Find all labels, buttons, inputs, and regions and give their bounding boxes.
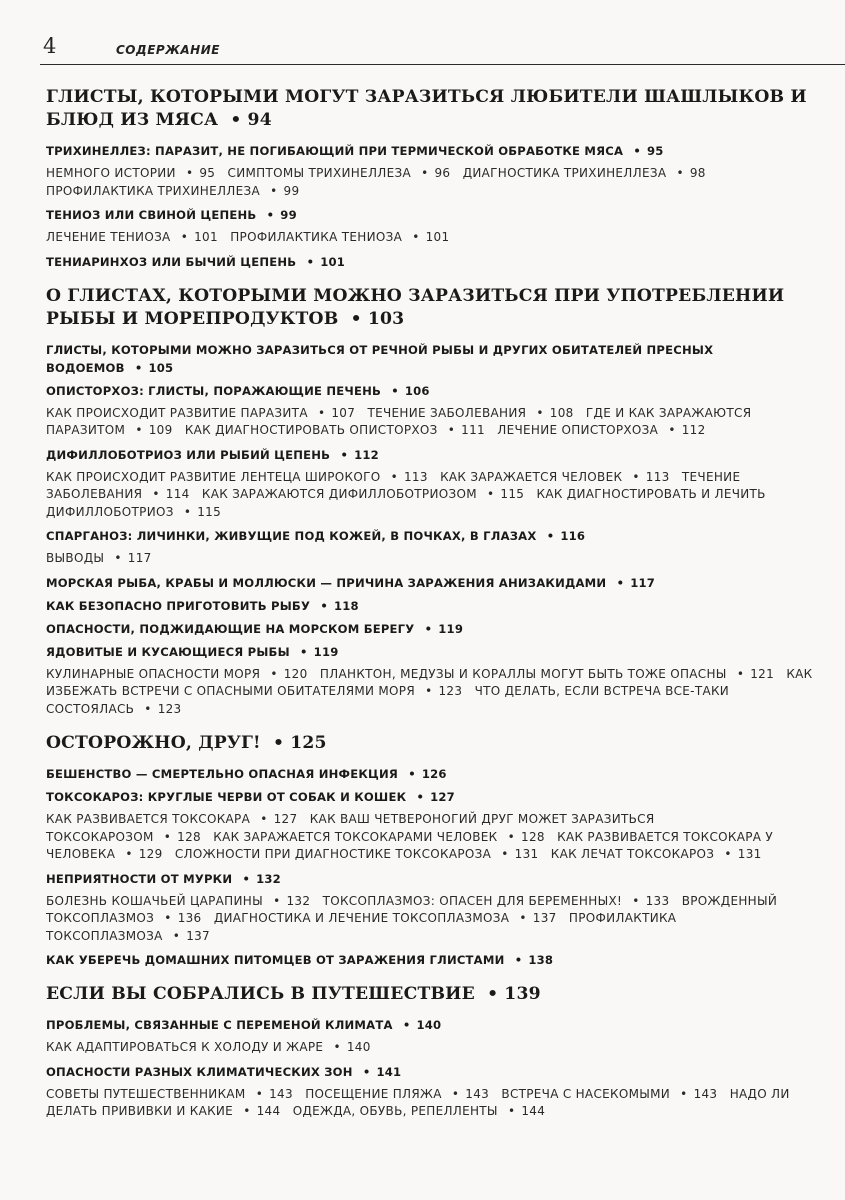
- subsection-item: [305, 1087, 489, 1101]
- subsection-page: 123: [157, 701, 182, 716]
- chapter-block: [46, 86, 816, 271]
- subsection-list: [46, 893, 816, 946]
- subsection-page: 137: [186, 928, 210, 943]
- subsection-title: КАК ВАШ ЧЕТВЕРОНОГИЙ ДРУГ МОЖЕТ ЗАРАЗИТЬСЯ ТОКСОКАРОЗОМ: [46, 812, 655, 844]
- subsection-title: КАК ЛЕЧАТ ТОКСОКАРОЗ: [550, 847, 715, 861]
- subsection-item: [46, 184, 299, 198]
- subsection-title: КАК ДИАГНОСТИРОВАТЬ ОПИСТОРХОЗ: [184, 423, 438, 437]
- page-number: 4: [43, 34, 57, 58]
- bullet-icon: •: [317, 405, 326, 420]
- bullet-icon: •: [632, 469, 640, 484]
- section-heading: [46, 1063, 816, 1081]
- section-title: ОПАСНОСТИ РАЗНЫХ КЛИМАТИЧЕСКИХ ЗОН: [46, 1064, 353, 1079]
- bullet-icon: •: [421, 166, 429, 180]
- chapter-page: 103: [367, 308, 405, 329]
- bullet-icon: •: [183, 504, 192, 519]
- subsection-title: ВЫВОДЫ: [46, 551, 105, 565]
- bullet-icon: •: [306, 254, 315, 269]
- subsection-title: КАК ДИАГНОСТИРОВАТЬ И ЛЕЧИТЬ ДИФИЛЛОБОТРИОЗ: [46, 487, 766, 519]
- section-title: ТРИХИНЕЛЛЕЗ: ПАРАЗИТ, НЕ ПОГИБАЮЩИЙ ПРИ ТЕРМИЧЕСКОЙ ОБРАБОТКЕ МЯСА: [46, 144, 624, 158]
- bullet-icon: •: [680, 1086, 688, 1101]
- subsection-page: 129: [138, 847, 163, 861]
- bullet-icon: •: [255, 1086, 264, 1101]
- subsection-title: КАК ИЗБЕЖАТЬ ВСТРЕЧИ С ОПАСНЫМИ ОБИТАТЕЛЯМИ МОРЯ: [46, 666, 813, 698]
- bullet-icon: •: [487, 984, 499, 1004]
- subsection-title: КАК РАЗВИВАЕТСЯ ТОКСОКАРА У ЧЕЛОВЕКА: [46, 829, 773, 861]
- subsection-title: ГДЕ И КАК ЗАРАЖАЮТСЯ ПАРАЗИТОМ: [46, 405, 752, 437]
- section-heading: [46, 574, 816, 592]
- bullet-icon: •: [114, 551, 122, 565]
- subsection-item: [46, 551, 152, 565]
- section-heading: [46, 643, 816, 661]
- bullet-icon: •: [546, 529, 555, 543]
- bullet-icon: •: [536, 405, 544, 420]
- subsection-page: 131: [514, 847, 539, 861]
- subsection-page: 123: [438, 684, 463, 698]
- bullet-icon: •: [273, 893, 281, 908]
- bullet-icon: •: [416, 790, 425, 804]
- bullet-icon: •: [507, 1104, 516, 1118]
- subsection-title: КАК ПРОИСХОДИТ РАЗВИТИЕ ПАРАЗИТА: [46, 405, 308, 420]
- bullet-icon: •: [632, 893, 640, 908]
- subsection-title: СИМПТОМЫ ТРИХИНЕЛЛЕЗА: [227, 166, 411, 180]
- subsection-page: 143: [693, 1086, 718, 1101]
- bullet-icon: •: [514, 953, 523, 967]
- subsection-page: 115: [197, 504, 222, 519]
- subsection-page: 115: [500, 487, 525, 501]
- bullet-icon: •: [300, 644, 308, 659]
- subsection-page: 114: [165, 487, 190, 501]
- subsection-item: [293, 1104, 545, 1118]
- chapter-page: 125: [290, 733, 327, 753]
- subsection-page: 144: [256, 1104, 281, 1118]
- section-title: КАК УБЕРЕЧЬ ДОМАШНИХ ПИТОМЦЕВ ОТ ЗАРАЖЕНИЯ ГЛИСТАМИ: [46, 953, 505, 967]
- bullet-icon: •: [185, 166, 194, 180]
- chapter-heading: [46, 86, 816, 132]
- subsection-page: 133: [645, 893, 670, 908]
- bullet-icon: •: [408, 767, 416, 781]
- bullet-icon: •: [243, 1104, 251, 1118]
- chapter-block: [46, 285, 816, 719]
- bullet-icon: •: [736, 666, 745, 681]
- bullet-icon: •: [340, 447, 349, 462]
- page-header: [40, 34, 845, 65]
- subsection-item: [46, 470, 428, 484]
- section-heading: [46, 870, 816, 888]
- subsection-page: 143: [465, 1086, 490, 1101]
- section-page: 119: [438, 621, 464, 636]
- section-page: 119: [313, 644, 339, 659]
- section-title: ТОКСОКАРОЗ: КРУГЛЫЕ ЧЕРВИ ОТ СОБАК И КОШЕК: [46, 790, 407, 804]
- subsection-item: [46, 230, 218, 244]
- subsection-item: [202, 487, 524, 501]
- section-heading: [46, 142, 816, 160]
- bullet-icon: •: [447, 423, 456, 437]
- subsection-title: ЛЕЧЕНИЕ ТЕНИОЗА: [46, 230, 171, 244]
- bullet-icon: •: [633, 144, 642, 158]
- subsection-item: [497, 423, 705, 437]
- bullet-icon: •: [164, 911, 172, 925]
- bullet-icon: •: [507, 829, 516, 844]
- section-title: ОПАСНОСТИ, ПОДЖИДАЮЩИЕ НА МОРСКОМ БЕРЕГУ: [46, 621, 415, 636]
- subsection-item: [46, 406, 355, 420]
- subsection-page: 120: [283, 666, 308, 681]
- section-heading: [46, 765, 816, 783]
- section-title: ТЕНИОЗ ИЛИ СВИНОЙ ЦЕПЕНЬ: [46, 208, 257, 222]
- section-page: 126: [421, 767, 447, 781]
- subsection-title: ТОКСОПЛАЗМОЗ: ОПАСЕН ДЛЯ БЕРЕМЕННЫХ!: [322, 893, 623, 908]
- subsection-list: [46, 811, 816, 864]
- subsection-title: НЕМНОГО ИСТОРИИ: [46, 166, 176, 180]
- bullet-icon: •: [260, 812, 268, 826]
- subsection-page: 128: [177, 829, 201, 844]
- subsection-item: [501, 1087, 717, 1101]
- subsection-item: [46, 894, 310, 908]
- subsection-list: [46, 229, 816, 247]
- chapter-block: [46, 732, 816, 969]
- chapter-title: ЕСЛИ ВЫ СОБРАЛИСЬ В ПУТЕШЕСТВИЕ: [46, 984, 475, 1004]
- subsection-page: 136: [177, 911, 202, 925]
- bullet-icon: •: [163, 829, 172, 844]
- subsection-list: [46, 165, 816, 200]
- section-heading: [46, 597, 816, 615]
- section-title: ТЕНИАРИНХОЗ ИЛИ БЫЧИЙ ЦЕПЕНЬ: [46, 254, 297, 269]
- chapter-title: ОСТОРОЖНО, ДРУГ!: [46, 733, 261, 753]
- subsection-title: ПРОФИЛАКТИКА ТРИХИНЕЛЛЕЗА: [46, 183, 260, 198]
- bullet-icon: •: [180, 230, 189, 244]
- subsection-title: ПРОФИЛАКТИКА ТЕНИОЗА: [230, 230, 403, 244]
- section-page: 99: [280, 208, 297, 222]
- subsection-item: [214, 911, 557, 925]
- subsection-title: СОВЕТЫ ПУТЕШЕСТВЕННИКАМ: [46, 1086, 246, 1101]
- table-of-contents: [46, 86, 816, 1135]
- subsection-list: [46, 550, 816, 568]
- section-title: ЯДОВИТЫЕ И КУСАЮЩИЕСЯ РЫБЫ: [46, 644, 290, 659]
- subsection-title: ЧТО ДЕЛАТЬ, ЕСЛИ ВСТРЕЧА ВСЕ-ТАКИ СОСТОЯЛАСЬ: [46, 684, 730, 716]
- subsection-title: ДИАГНОСТИКА И ЛЕЧЕНИЕ ТОКСОПЛАЗМОЗА: [213, 911, 510, 925]
- bullet-icon: •: [616, 575, 625, 590]
- section-heading: [46, 206, 816, 224]
- subsection-item: [46, 667, 308, 681]
- subsection-title: БОЛЕЗНЬ КОШАЧЬЕЙ ЦАРАПИНЫ: [46, 893, 263, 908]
- subsection-list: [46, 469, 816, 522]
- section-title: ГЛИСТЫ, КОТОРЫМИ МОЖНО ЗАРАЗИТЬСЯ ОТ РЕЧНОЙ РЫБЫ И ДРУГИХ ОБИТАТЕЛЕЙ ПРЕСНЫХ ВОДОЕМОВ: [46, 342, 714, 375]
- bullet-icon: •: [270, 183, 278, 198]
- subsection-page: 143: [269, 1086, 293, 1101]
- subsection-title: НАДО ЛИ ДЕЛАТЬ ПРИВИВКИ И КАКИЕ: [46, 1086, 790, 1118]
- subsection-page: 140: [346, 1040, 371, 1054]
- subsection-page: 112: [681, 423, 706, 437]
- bullet-icon: •: [152, 487, 160, 501]
- bullet-icon: •: [273, 733, 285, 753]
- subsection-page: 101: [194, 230, 218, 244]
- bullet-icon: •: [134, 360, 143, 375]
- bullet-icon: •: [125, 847, 133, 861]
- subsection-item: [213, 830, 545, 844]
- section-heading: [46, 341, 816, 377]
- section-heading: [46, 382, 816, 400]
- chapter-title: ГЛИСТЫ, КОТОРЫМИ МОГУТ ЗАРАЗИТЬСЯ ЛЮБИТЕЛИ ШАШЛЫКОВ И БЛЮД ИЗ МЯСА: [46, 87, 807, 130]
- section-page: 117: [630, 575, 655, 590]
- bullet-icon: •: [266, 208, 275, 222]
- section-title: ПРОБЛЕМЫ, СВЯЗАННЫЕ С ПЕРЕМЕНОЙ КЛИМАТА: [46, 1018, 393, 1032]
- section-page: 132: [256, 871, 281, 886]
- subsection-title: ЛЕЧЕНИЕ ОПИСТОРХОЗА: [497, 423, 659, 437]
- bullet-icon: •: [391, 383, 399, 398]
- section-title: СПАРГАНОЗ: ЛИЧИНКИ, ЖИВУЩИЕ ПОД КОЖЕЙ, В ПОЧКАХ, В ГЛАЗАХ: [46, 529, 537, 543]
- subsection-title: КАК ЗАРАЖАЕТСЯ ТОКСОКАРАМИ ЧЕЛОВЕК: [213, 829, 498, 844]
- subsection-item: [230, 230, 449, 244]
- section-heading: [46, 253, 816, 271]
- subsection-title: ВРОЖДЕННЫЙ ТОКСОПЛАЗМОЗ: [46, 893, 778, 925]
- subsection-page: 121: [750, 666, 775, 681]
- subsection-item: [175, 847, 539, 861]
- subsection-page: 109: [148, 423, 173, 437]
- section-page: 127: [430, 790, 455, 804]
- subsection-list: [46, 1086, 816, 1121]
- subsection-page: 107: [331, 405, 356, 420]
- subsection-item: [46, 812, 297, 826]
- subsection-page: 111: [461, 423, 485, 437]
- subsection-item: [228, 166, 451, 180]
- section-heading: [46, 951, 816, 969]
- subsection-item: [185, 423, 485, 437]
- bullet-icon: •: [242, 871, 251, 886]
- bullet-icon: •: [425, 684, 433, 698]
- chapter-page: 94: [247, 110, 272, 130]
- subsection-page: 99: [283, 183, 300, 198]
- bullet-icon: •: [724, 847, 732, 861]
- bullet-icon: •: [676, 166, 684, 180]
- subsection-item: [463, 166, 706, 180]
- section-title: ОПИСТОРХОЗ: ГЛИСТЫ, ПОРАЖАЮЩИЕ ПЕЧЕНЬ: [46, 383, 382, 398]
- subsection-title: КАК ЗАРАЖАЕТСЯ ЧЕЛОВЕК: [440, 469, 623, 484]
- subsection-list: [46, 666, 816, 719]
- bullet-icon: •: [320, 598, 328, 613]
- subsection-list: [46, 405, 816, 440]
- subsection-title: ТЕЧЕНИЕ ЗАБОЛЕВАНИЯ: [367, 405, 527, 420]
- bullet-icon: •: [501, 847, 509, 861]
- section-page: 112: [354, 447, 379, 462]
- bullet-icon: •: [362, 1064, 371, 1079]
- subsection-item: [46, 1087, 293, 1101]
- chapter-page: 139: [504, 984, 541, 1004]
- subsection-title: ДИАГНОСТИКА ТРИХИНЕЛЛЕЗА: [462, 166, 667, 180]
- bullet-icon: •: [424, 621, 433, 636]
- subsection-title: ТЕЧЕНИЕ ЗАБОЛЕВАНИЯ: [46, 469, 741, 501]
- subsection-item: [367, 406, 573, 420]
- section-title: ДИФИЛЛОБОТРИОЗ ИЛИ РЫБИЙ ЦЕПЕНЬ: [46, 447, 331, 462]
- subsection-page: 144: [521, 1104, 546, 1118]
- section-page: 138: [528, 953, 554, 967]
- bullet-icon: •: [144, 701, 152, 716]
- section-page: 116: [560, 529, 586, 543]
- section-title: НЕПРИЯТНОСТИ ОТ МУРКИ: [46, 871, 233, 886]
- bullet-icon: •: [519, 911, 527, 925]
- subsection-title: КАК РАЗВИВАЕТСЯ ТОКСОКАРА: [46, 812, 251, 826]
- bullet-icon: •: [230, 110, 242, 130]
- chapter-heading: [46, 285, 816, 331]
- bullet-icon: •: [402, 1018, 411, 1032]
- bullet-icon: •: [451, 1086, 460, 1101]
- subsection-item: [440, 470, 670, 484]
- bullet-icon: •: [172, 928, 181, 943]
- section-title: МОРСКАЯ РЫБА, КРАБЫ И МОЛЛЮСКИ — ПРИЧИНА ЗАРАЖЕНИЯ АНИЗАКИДАМИ: [46, 575, 607, 590]
- subsection-page: 98: [689, 166, 706, 180]
- section-heading: [46, 446, 816, 464]
- section-heading: [46, 1016, 816, 1034]
- subsection-page: 117: [127, 551, 152, 565]
- bullet-icon: •: [135, 423, 143, 437]
- subsection-title: ПОСЕЩЕНИЕ ПЛЯЖА: [305, 1086, 442, 1101]
- subsection-item: [46, 1040, 371, 1054]
- subsection-title: ОДЕЖДА, ОБУВЬ, РЕПЕЛЛЕНТЫ: [292, 1104, 498, 1118]
- subsection-title: КУЛИНАРНЫЕ ОПАСНОСТИ МОРЯ: [46, 666, 261, 681]
- subsection-page: 95: [199, 166, 216, 180]
- bullet-icon: •: [270, 666, 278, 681]
- subsection-title: КАК ЗАРАЖАЮТСЯ ДИФИЛЛОБОТРИОЗОМ: [201, 487, 477, 501]
- subsection-page: 127: [273, 812, 298, 826]
- section-title: БЕШЕНСТВО — СМЕРТЕЛЬНО ОПАСНАЯ ИНФЕКЦИЯ: [46, 767, 398, 781]
- running-title: СОДЕРЖАНИЕ: [116, 43, 220, 57]
- section-heading: [46, 620, 816, 638]
- subsection-title: ВСТРЕЧА С НАСЕКОМЫМИ: [501, 1086, 671, 1101]
- chapter-block: [46, 983, 816, 1121]
- section-page: 106: [404, 383, 430, 398]
- bullet-icon: •: [412, 230, 420, 244]
- section-page: 140: [416, 1018, 442, 1032]
- subsection-title: КАК АДАПТИРОВАТЬСЯ К ХОЛОДУ И ЖАРЕ: [46, 1040, 324, 1054]
- subsection-page: 113: [645, 469, 670, 484]
- bullet-icon: •: [350, 308, 362, 329]
- section-page: 105: [148, 360, 174, 375]
- bullet-icon: •: [390, 469, 398, 484]
- subsection-page: 132: [286, 893, 311, 908]
- subsection-title: ПРОФИЛАКТИКА ТОКСОПЛАЗМОЗА: [46, 911, 677, 943]
- subsection-item: [320, 667, 774, 681]
- subsection-page: 101: [425, 230, 450, 244]
- chapter-heading: [46, 732, 816, 755]
- section-title: КАК БЕЗОПАСНО ПРИГОТОВИТЬ РЫБУ: [46, 598, 311, 613]
- subsection-page: 108: [549, 405, 574, 420]
- section-page: 95: [647, 144, 664, 158]
- bullet-icon: •: [487, 487, 495, 501]
- subsection-title: ПЛАНКТОН, МЕДУЗЫ И КОРАЛЛЫ МОГУТ БЫТЬ ТОЖЕ ОПАСНЫ: [319, 666, 727, 681]
- bullet-icon: •: [668, 423, 676, 437]
- subsection-page: 96: [434, 166, 451, 180]
- chapter-title: О ГЛИСТАХ, КОТОРЫМИ МОЖНО ЗАРАЗИТЬСЯ ПРИ УПОТРЕБЛЕНИИ РЫБЫ И МОРЕПРОДУКТОВ: [46, 285, 785, 329]
- subsection-page: 131: [737, 847, 762, 861]
- subsection-item: [323, 894, 670, 908]
- section-page: 101: [320, 254, 346, 269]
- section-page: 118: [333, 598, 359, 613]
- subsection-item: [551, 847, 762, 861]
- subsection-page: 137: [532, 911, 557, 925]
- section-page: 141: [376, 1064, 402, 1079]
- subsection-item: [46, 166, 215, 180]
- bullet-icon: •: [333, 1040, 341, 1054]
- section-heading: [46, 788, 816, 806]
- subsection-page: 113: [403, 469, 428, 484]
- subsection-list: [46, 1039, 816, 1057]
- section-heading: [46, 527, 816, 545]
- chapter-heading: [46, 983, 816, 1006]
- subsection-title: КАК ПРОИСХОДИТ РАЗВИТИЕ ЛЕНТЕЦА ШИРОКОГО: [46, 469, 381, 484]
- subsection-page: 128: [521, 829, 545, 844]
- subsection-title: СЛОЖНОСТИ ПРИ ДИАГНОСТИКЕ ТОКСОКАРОЗА: [174, 847, 492, 861]
